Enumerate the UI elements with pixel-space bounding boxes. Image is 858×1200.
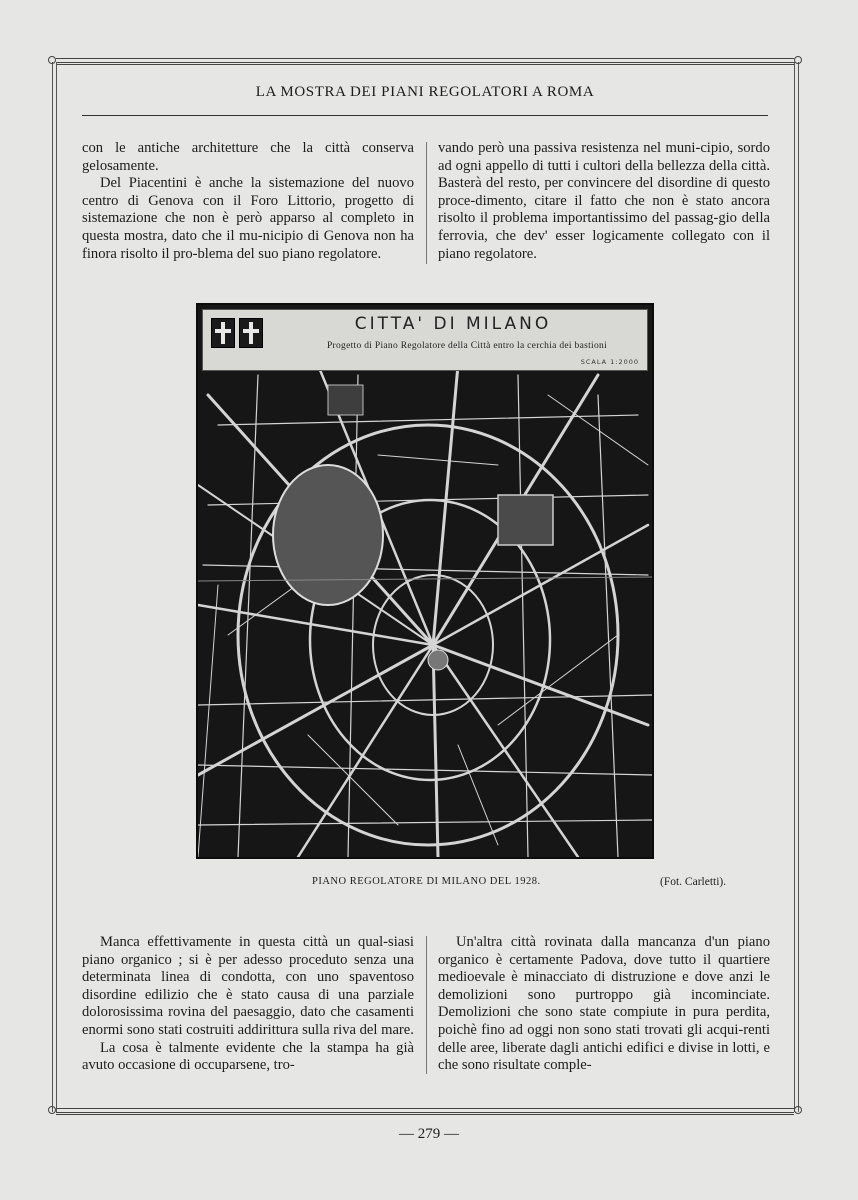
frame-rule-bottom — [56, 1108, 794, 1109]
ornament-circle-icon — [48, 1106, 56, 1114]
coat-of-arms-icon — [211, 318, 235, 348]
caption-text: PIANO REGOLATORE DI MILANO DEL 1928. — [312, 876, 541, 887]
page-number: — 279 — — [399, 1126, 459, 1142]
frame-rule-right-outer — [798, 62, 799, 1112]
text-column-top-left — [82, 140, 414, 263]
frame-rule-right — [794, 62, 795, 1112]
text-column-top-right — [438, 140, 770, 263]
frame-rule-bottom-double — [56, 1112, 794, 1115]
photo-credit: (Fot. Carletti). — [660, 876, 727, 888]
map-figure — [196, 303, 654, 859]
map-subtitle: Progetto di Piano Regolatore della Città entro la cerchia dei bastioni — [326, 341, 608, 351]
text-column-bottom-right — [438, 934, 770, 1075]
paragraph: La cosa è talmente evidente che la stampa ha già avuto occasione di occuparsene, tro- — [82, 1039, 414, 1074]
ornament-circle-icon — [794, 1106, 802, 1114]
ornament-circle-icon — [794, 56, 802, 64]
street-map-image — [198, 305, 652, 857]
paragraph: con le antiche architetture che la città conserva gelosamente. — [82, 140, 414, 174]
map-scale: SCALA 1:2000 — [580, 358, 639, 366]
running-head-rule — [82, 115, 768, 116]
paragraph: Manca effettivamente in questa città un qual-siasi piano organico ; si è per adesso proceduto senza una determinata linea di condotta, con uno spaventoso disordine edilizio che è stato causa di una parziale dolorosissima rovina del paesaggio, dato che casamenti enormi sono stati costruiti addirittura sulla riva del mare. — [82, 934, 414, 1038]
map-title-cartouche — [202, 309, 648, 371]
frame-rule-top — [56, 58, 794, 59]
column-divider — [426, 142, 427, 264]
paragraph: Un'altra città rovinata dalla mancanza d'un piano organico è certamente Padova, dove tutto il quartiere medioevale è minacciato di distruzione e dove anzi le demolizioni sono purtroppo già incominciate. Demolizioni che sono state compiute in pura perdita, poichè fino ad oggi non sono stati trovati gli acqui-renti delle aree, liberate dagli antichi edifici e divise in lotti, e che sono risultate comple- — [438, 934, 770, 1074]
column-divider — [426, 936, 427, 1074]
map-title: CITTA' DI MILANO — [354, 314, 552, 334]
frame-rule-left — [52, 62, 53, 1112]
coat-of-arms-icon — [239, 318, 263, 348]
ornament-circle-icon — [48, 56, 56, 64]
frame-rule-top-double — [56, 62, 794, 65]
frame-rule-left-inner — [56, 62, 57, 1112]
paragraph: vando però una passiva resistenza nel muni-cipio, sordo ad ogni appello di tutti i cultori della bellezza della città. Basterà del resto, per convincere del disordine di questo proce-dimento, citare il fatto che non è stato ancora risolto il problema importantissimo del passag-gio della ferrovia, che dev' esser logicamente collegato con il piano regolatore. — [438, 140, 770, 262]
paragraph: Del Piacentini è anche la sistemazione del nuovo centro di Genova con il Foro Littorio, progetto di sistemazione che non è però apparso al completo in questa mostra, dato che il mu-nicipio di Genova non ha finora risolto il pro-blema del suo piano regolatore. — [82, 175, 414, 262]
text-column-bottom-left — [82, 934, 414, 1075]
running-head: LA MOSTRA DEI PIANI REGOLATORI A ROMA — [255, 84, 595, 100]
